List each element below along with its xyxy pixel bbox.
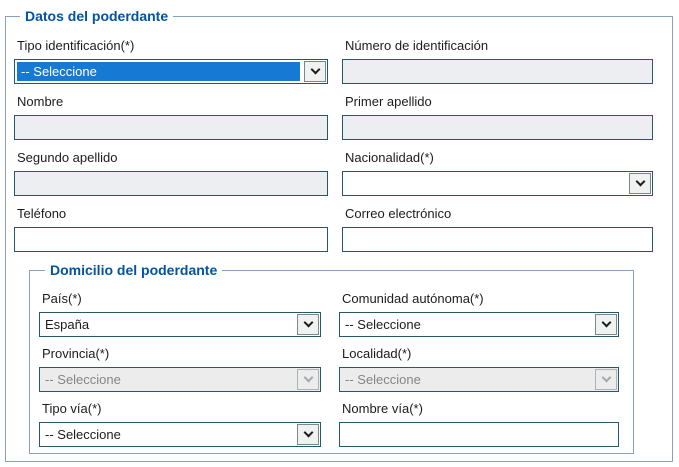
tipo-via-selected-value: -- Seleccione (45, 427, 121, 442)
field-tipo-identificacion (14, 38, 328, 84)
field-tipo-via (39, 401, 321, 447)
comunidad-autonoma-label: Comunidad autónoma(*) (342, 291, 484, 306)
form-row (14, 94, 672, 140)
datos-poderdante-legend: Datos del poderdante (25, 8, 169, 24)
correo-electronico-label: Correo electrónico (345, 206, 452, 221)
field-localidad (339, 346, 619, 392)
field-telefono (14, 206, 328, 252)
localidad-select (339, 367, 619, 392)
field-nombre (14, 94, 328, 140)
domicilio-poderdante-legend: Domicilio del poderdante (50, 262, 218, 278)
field-comunidad-autonoma (339, 291, 619, 337)
chevron-down-icon (595, 314, 617, 335)
primer-apellido-label: Primer apellido (345, 94, 432, 109)
field-provincia (39, 346, 321, 392)
provincia-label: Provincia(*) (42, 346, 110, 361)
nacionalidad-selected-value (344, 173, 626, 194)
form-row (14, 206, 672, 252)
tipo-identificacion-selected-value: -- Seleccione (17, 62, 300, 81)
field-nombre-via (339, 401, 619, 447)
chevron-down-icon (629, 173, 651, 194)
segundo-apellido-input (14, 171, 328, 196)
correo-electronico-input[interactable] (342, 227, 653, 252)
segundo-apellido-label: Segundo apellido (17, 150, 118, 165)
localidad-label: Localidad(*) (342, 346, 412, 361)
tipo-identificacion-select[interactable] (14, 59, 328, 84)
field-segundo-apellido (14, 150, 328, 196)
provincia-select (39, 367, 321, 392)
comunidad-autonoma-select[interactable] (339, 312, 619, 337)
form-row (14, 150, 672, 196)
nombre-via-input[interactable] (339, 422, 619, 447)
nacionalidad-select[interactable] (342, 171, 653, 196)
form-row (14, 38, 672, 84)
field-numero-identificacion (342, 38, 653, 84)
telefono-input[interactable] (14, 227, 328, 252)
field-pais (39, 291, 321, 337)
chevron-down-icon (297, 424, 319, 445)
form-row (39, 291, 633, 337)
numero-identificacion-label: Número de identificación (345, 38, 489, 53)
pais-label: País(*) (42, 291, 82, 306)
domicilio-poderdante-section (29, 262, 634, 454)
nombre-via-label: Nombre vía(*) (342, 401, 423, 416)
nombre-label: Nombre (17, 94, 64, 109)
form-row (39, 401, 633, 447)
nombre-input (14, 115, 328, 140)
form-row (39, 346, 633, 392)
localidad-selected-value: -- Seleccione (345, 372, 421, 387)
chevron-down-icon (297, 314, 319, 335)
provincia-selected-value: -- Seleccione (45, 372, 121, 387)
tipo-via-label: Tipo vía(*) (42, 401, 102, 416)
primer-apellido-input (342, 115, 653, 140)
datos-poderdante-section (5, 8, 673, 462)
tipo-via-select[interactable] (39, 422, 321, 447)
field-primer-apellido (342, 94, 653, 140)
field-correo-electronico (342, 206, 653, 252)
comunidad-autonoma-selected-value: -- Seleccione (345, 317, 421, 332)
chevron-down-icon (297, 369, 319, 390)
chevron-down-icon (595, 369, 617, 390)
numero-identificacion-input (342, 59, 653, 84)
telefono-label: Teléfono (17, 206, 67, 221)
field-nacionalidad (342, 150, 653, 196)
pais-selected-value: España (45, 317, 90, 332)
tipo-identificacion-label: Tipo identificación(*) (17, 38, 135, 53)
pais-select[interactable] (39, 312, 321, 337)
chevron-down-icon (304, 61, 326, 82)
nacionalidad-label: Nacionalidad(*) (345, 150, 434, 165)
